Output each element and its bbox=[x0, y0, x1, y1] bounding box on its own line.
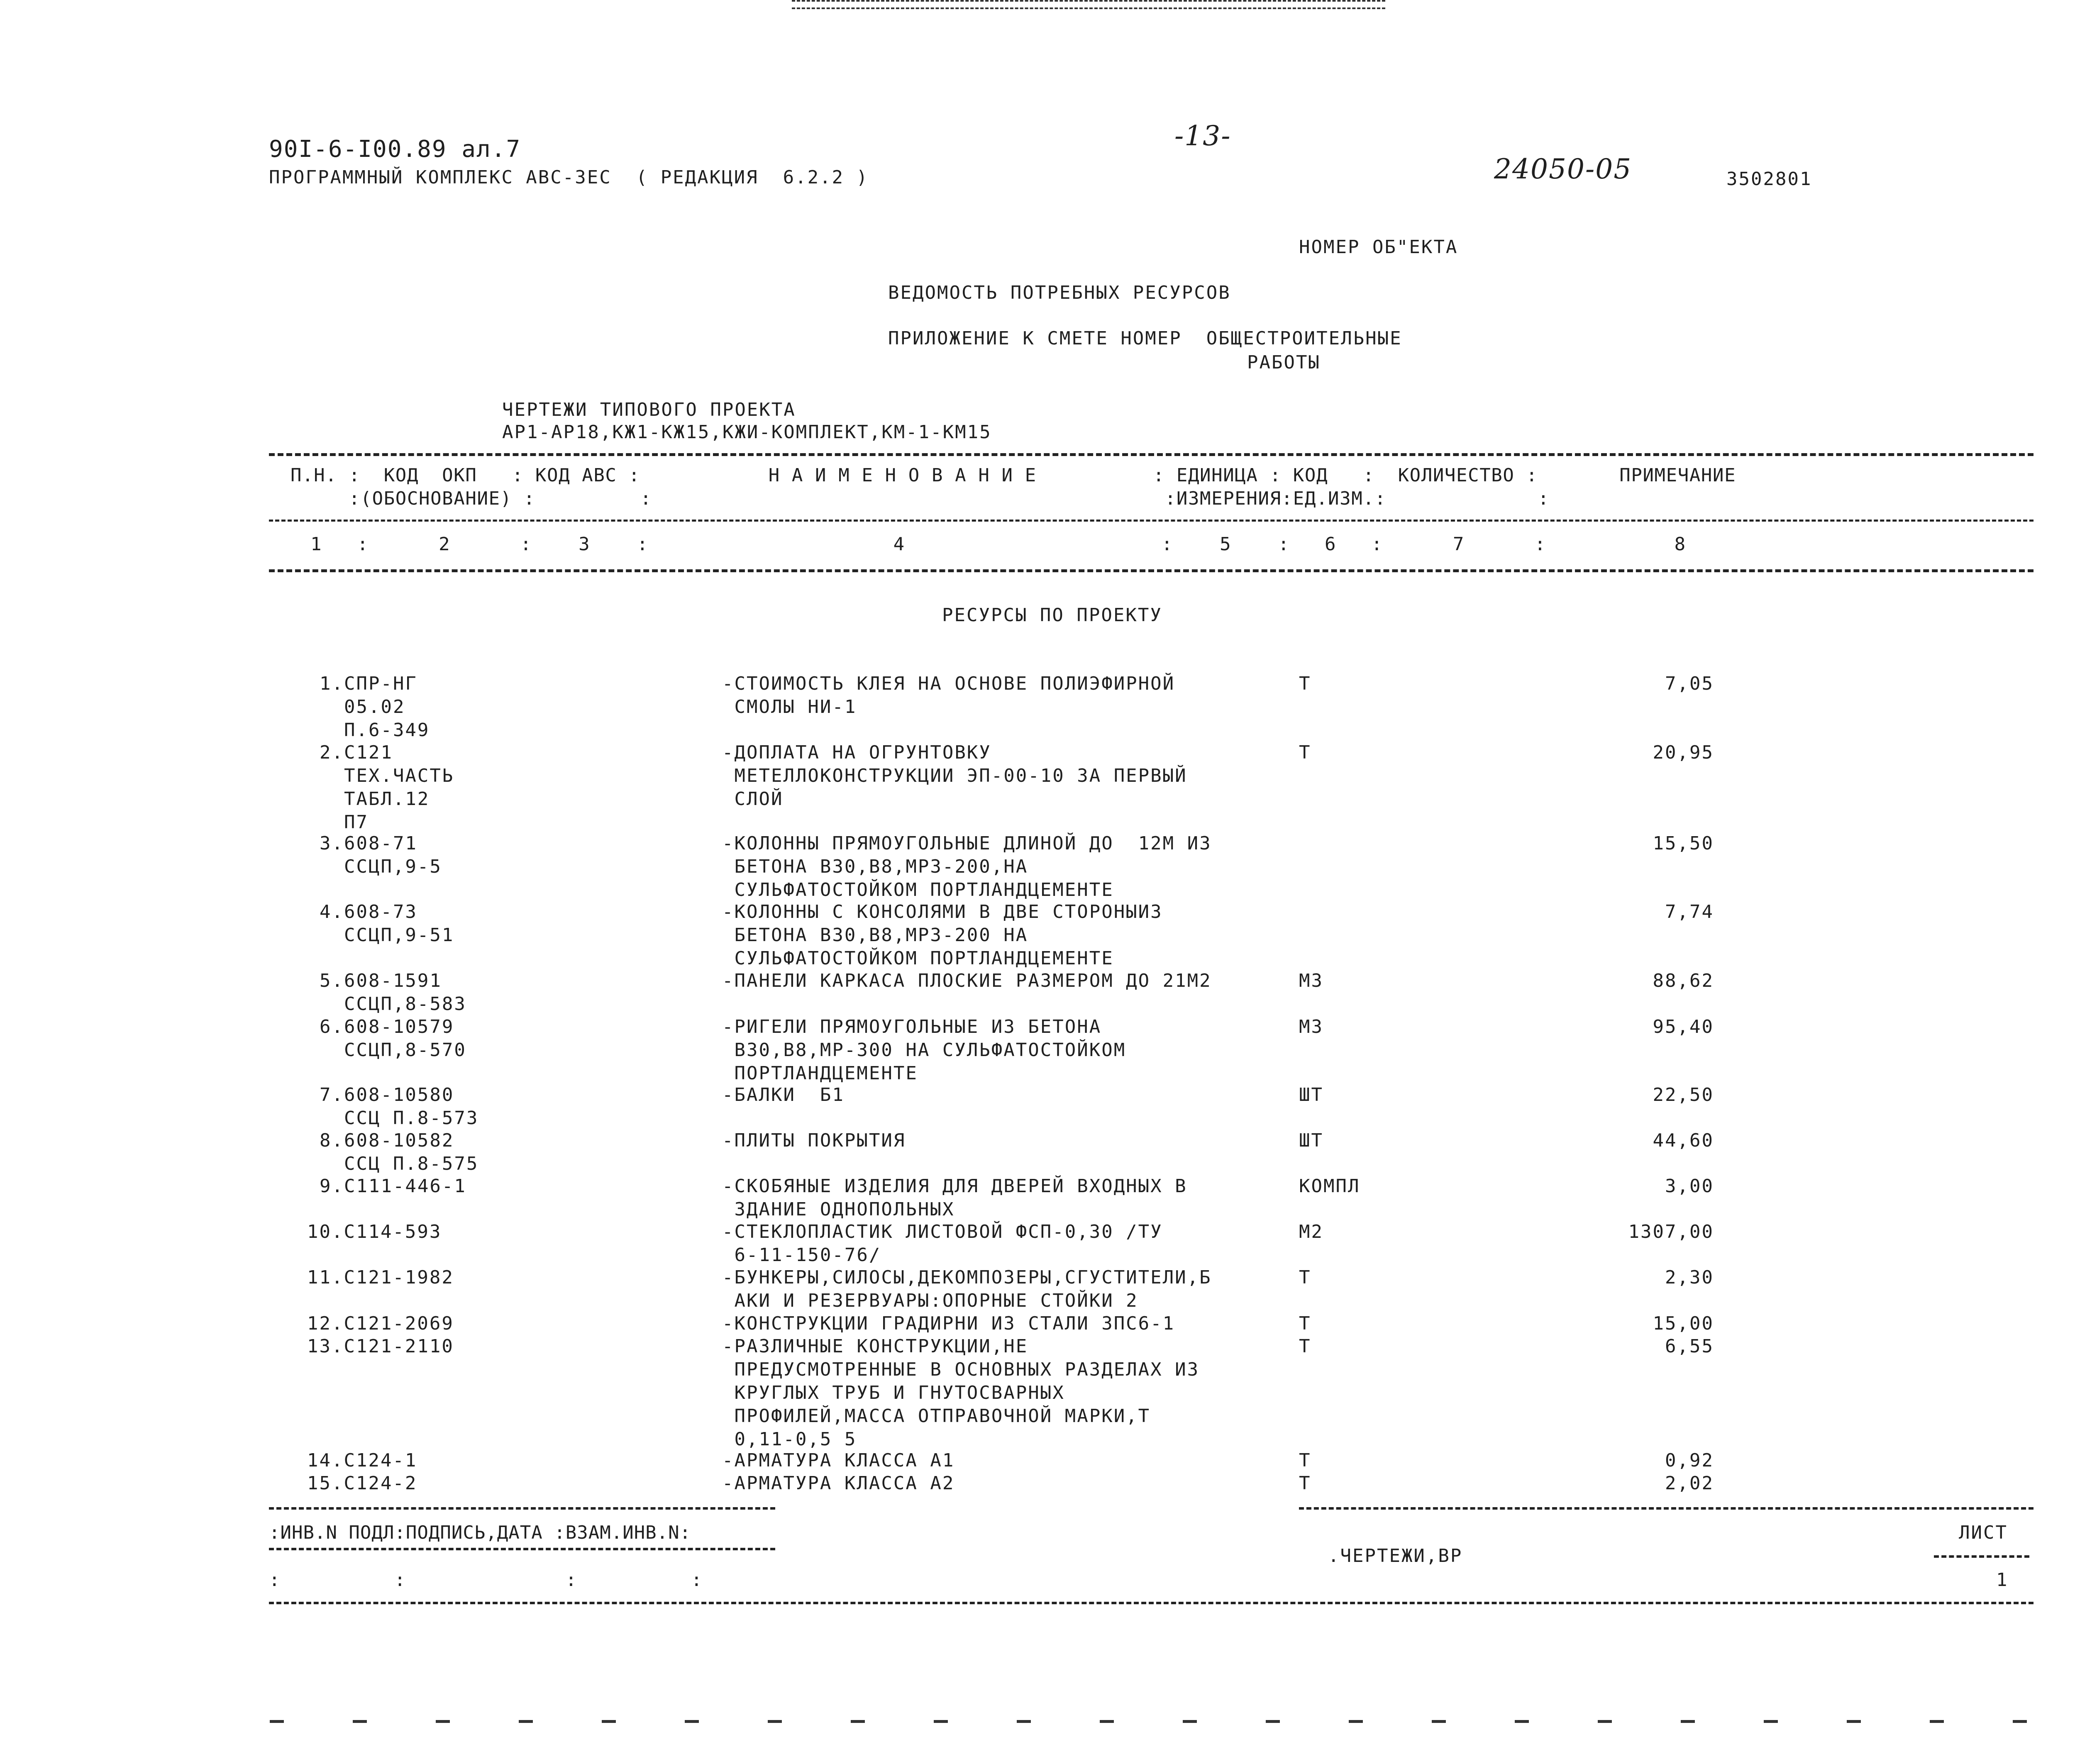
sheet-divider bbox=[1934, 1555, 2029, 1558]
row-unit: Т bbox=[1299, 1336, 1311, 1357]
row-quantity: 2,30 bbox=[1665, 1267, 1714, 1288]
row-code: 15.С124-2 bbox=[307, 1473, 417, 1494]
perforation-mark bbox=[1515, 1720, 1529, 1723]
row-name: -СТОИМОСТЬ КЛЕЯ НА ОСНОВЕ ПОЛИЭФИРНОЙ СМОЛЫ НИ-1 bbox=[722, 673, 1175, 717]
perforation-mark bbox=[2013, 1720, 2027, 1723]
stamp-bottom-rule bbox=[269, 1602, 2034, 1604]
perforation-mark bbox=[1349, 1720, 1363, 1723]
perforation-mark bbox=[685, 1720, 699, 1723]
section-title: РЕСУРСЫ ПО ПРОЕКТУ bbox=[942, 605, 1162, 626]
drawings-title: ЧЕРТЕЖИ ТИПОВОГО ПРОЕКТА bbox=[502, 399, 796, 420]
row-unit: Т bbox=[1299, 1473, 1311, 1494]
perforation-mark bbox=[1930, 1720, 1944, 1723]
row-quantity: 1307,00 bbox=[1628, 1221, 1714, 1242]
row-unit: М2 bbox=[1299, 1221, 1323, 1242]
row-unit: КОМПЛ bbox=[1299, 1176, 1360, 1197]
row-name: -БУНКЕРЫ,СИЛОСЫ,ДЕКОМПОЗЕРЫ,СГУСТИТЕЛИ,Б АКИ И РЕЗЕРВУАРЫ:ОПОРНЫЕ СТОЙКИ 2 bbox=[722, 1267, 1212, 1311]
row-code: 1.СПР-НГ 05.02 П.6-349 bbox=[320, 673, 430, 741]
row-quantity: 44,60 bbox=[1653, 1130, 1714, 1151]
row-name: -РИГЕЛИ ПРЯМОУГОЛЬНЫЕ ИЗ БЕТОНА В30,В8,МР-300 НА СУЛЬФАТОСТОЙКОМ ПОРТЛАНДЦЕМЕНТЕ bbox=[722, 1016, 1126, 1084]
row-code: 11.С121-1982 bbox=[307, 1267, 454, 1288]
stamp-cells: : : : : bbox=[269, 1569, 703, 1591]
row-code: 4.608-73 ССЦП,9-51 bbox=[320, 901, 454, 946]
row-code: 5.608-1591 ССЦП,8-583 bbox=[320, 970, 466, 1015]
perforation-mark bbox=[436, 1720, 450, 1723]
row-code: 12.С121-2069 bbox=[307, 1313, 454, 1334]
row-name: -БАЛКИ Б1 bbox=[722, 1084, 845, 1105]
row-unit: Т bbox=[1299, 742, 1311, 763]
row-code: 2.С121 ТЕХ.ЧАСТЬ ТАБЛ.12 П7 bbox=[320, 742, 454, 833]
perforation-mark bbox=[1017, 1720, 1031, 1723]
document-code: 90I-6-I00.89 ал.7 bbox=[269, 136, 521, 163]
section-title-underline bbox=[792, 0, 1385, 9]
row-code: 6.608-10579 ССЦП,8-570 bbox=[320, 1016, 466, 1061]
perforation-mark bbox=[1764, 1720, 1778, 1723]
stamp-top-rule-right bbox=[1299, 1507, 2034, 1510]
row-name: -КОЛОННЫ ПРЯМОУГОЛЬНЫЕ ДЛИНОЙ ДО 12М ИЗ БЕТОНА В30,В8,МРЗ-200,НА СУЛЬФАТОСТОЙКОМ ПОРТЛАНДЦЕМЕНТЕ bbox=[722, 833, 1212, 900]
handwritten-inventory-number: 24050-05 bbox=[1494, 153, 1632, 185]
row-unit: Т bbox=[1299, 1267, 1311, 1288]
perforation-mark bbox=[1183, 1720, 1197, 1723]
row-unit: М3 bbox=[1299, 970, 1323, 991]
table-top-rule bbox=[269, 453, 2034, 456]
perforation-mark bbox=[353, 1720, 367, 1723]
appendix-line-1: ПРИЛОЖЕНИЕ К СМЕТЕ НОМЕР ОБЩЕСТРОИТЕЛЬНЫЕ bbox=[888, 328, 1402, 349]
row-quantity: 95,40 bbox=[1653, 1016, 1714, 1037]
perforation-mark bbox=[270, 1720, 284, 1723]
row-quantity: 3,00 bbox=[1665, 1176, 1714, 1197]
table-header-bottom-rule bbox=[269, 569, 2034, 572]
row-quantity: 15,50 bbox=[1653, 833, 1714, 854]
document-number: 3502801 bbox=[1726, 168, 1812, 190]
row-code: 3.608-71 ССЦП,9-5 bbox=[320, 833, 442, 877]
perforation-mark bbox=[1598, 1720, 1612, 1723]
stamp-mid-rule bbox=[269, 1548, 775, 1550]
stamp-header: :ИНВ.N ПОДЛ:ПОДПИСЬ,ДАТА :ВЗАМ.ИНВ.N: bbox=[269, 1522, 691, 1543]
row-code: 7.608-10580 ССЦ П.8-573 bbox=[320, 1084, 479, 1129]
perforation-mark bbox=[519, 1720, 533, 1723]
row-name: -КОНСТРУКЦИИ ГРАДИРНИ ИЗ СТАЛИ 3ПС6-1 bbox=[722, 1313, 1175, 1334]
row-name: -СТЕКЛОПЛАСТИК ЛИСТОВОЙ ФСП-0,30 /ТУ 6-11-150-76/ bbox=[722, 1221, 1163, 1266]
row-name: -АРМАТУРА КЛАССА А1 bbox=[722, 1450, 955, 1471]
appendix-line-2: РАБОТЫ bbox=[1247, 352, 1321, 373]
perforation-mark bbox=[1847, 1720, 1861, 1723]
row-code: 10.С114-593 bbox=[307, 1221, 442, 1242]
row-code: 14.С124-1 bbox=[307, 1450, 417, 1471]
statement-title: ВЕДОМОСТЬ ПОТРЕБНЫХ РЕСУРСОВ bbox=[888, 282, 1231, 303]
row-quantity: 22,50 bbox=[1653, 1084, 1714, 1105]
row-quantity: 2,02 bbox=[1665, 1473, 1714, 1494]
row-unit: Т bbox=[1299, 673, 1311, 694]
sheet-label: ЛИСТ bbox=[1959, 1522, 2008, 1543]
perforation-mark bbox=[768, 1720, 782, 1723]
row-unit: М3 bbox=[1299, 1016, 1323, 1037]
table-header-rule bbox=[269, 520, 2034, 522]
stamp-top-rule-left bbox=[269, 1507, 775, 1510]
drawing-label: .ЧЕРТЕЖИ,ВР bbox=[1328, 1545, 1463, 1566]
row-quantity: 7,74 bbox=[1665, 901, 1714, 922]
row-code: 9.С111-446-1 bbox=[320, 1176, 466, 1197]
perforation-mark bbox=[1100, 1720, 1114, 1723]
row-name: -АРМАТУРА КЛАССА А2 bbox=[722, 1473, 955, 1494]
row-unit: Т bbox=[1299, 1450, 1311, 1471]
row-unit: Т bbox=[1299, 1313, 1311, 1334]
object-number-label: НОМЕР ОБ"ЕКТА bbox=[1299, 237, 1458, 258]
sheet-number: 1 bbox=[1996, 1569, 2009, 1591]
row-unit: ШТ bbox=[1299, 1084, 1323, 1105]
program-title: ПРОГРАММНЫЙ КОМПЛЕКС АВС-3ЕС ( РЕДАКЦИЯ 6.2.2 ) bbox=[269, 167, 869, 188]
row-name: -СКОБЯНЫЕ ИЗДЕЛИЯ ДЛЯ ДВЕРЕЙ ВХОДНЫХ В ЗДАНИЕ ОДНОПОЛЬНЫХ bbox=[722, 1176, 1187, 1220]
row-quantity: 15,00 bbox=[1653, 1313, 1714, 1334]
table-header-row-2: :(ОБОСНОВАНИЕ) : : :ИЗМЕРЕНИЯ:ЕД.ИЗМ.: : bbox=[290, 488, 1550, 509]
row-quantity: 7,05 bbox=[1665, 673, 1714, 694]
column-numbers-row: 1 : 2 : 3 : 4 : 5 : 6 : 7 : 8 bbox=[299, 534, 1686, 555]
row-code: 8.608-10582 ССЦ П.8-575 bbox=[320, 1130, 479, 1174]
perforation-mark bbox=[934, 1720, 948, 1723]
row-quantity: 6,55 bbox=[1665, 1336, 1714, 1357]
row-quantity: 0,92 bbox=[1665, 1450, 1714, 1471]
perforation-mark bbox=[1266, 1720, 1280, 1723]
page-mark: -13- bbox=[1174, 120, 1231, 152]
perforation-mark bbox=[1432, 1720, 1446, 1723]
row-code: 13.С121-2110 bbox=[307, 1336, 454, 1357]
row-name: -ДОПЛАТА НА ОГРУНТОВКУ МЕТЕЛЛОКОНСТРУКЦИИ ЭП-00-10 ЗА ПЕРВЫЙ СЛОЙ bbox=[722, 742, 1187, 810]
row-quantity: 88,62 bbox=[1653, 970, 1714, 991]
row-unit: ШТ bbox=[1299, 1130, 1323, 1151]
perforation-mark bbox=[602, 1720, 616, 1723]
perforation-mark bbox=[1681, 1720, 1695, 1723]
drawings-list: АР1-АР18,КЖ1-КЖ15,КЖИ-КОМПЛЕКТ,КМ-1-КМ15 bbox=[502, 422, 992, 443]
perforation-mark bbox=[851, 1720, 865, 1723]
row-name: -КОЛОННЫ С КОНСОЛЯМИ В ДВЕ СТОРОНЫИЗ БЕТОНА В30,В8,МРЗ-200 НА СУЛЬФАТОСТОЙКОМ ПОРТЛАНДЦЕМЕНТЕ bbox=[722, 901, 1163, 969]
row-name: -ПЛИТЫ ПОКРЫТИЯ bbox=[722, 1130, 906, 1151]
row-name: -ПАНЕЛИ КАРКАСА ПЛОСКИЕ РАЗМЕРОМ ДО 21М2 bbox=[722, 970, 1212, 991]
row-name: -РАЗЛИЧНЫЕ КОНСТРУКЦИИ,НЕ ПРЕДУСМОТРЕННЫЕ В ОСНОВНЫХ РАЗДЕЛАХ ИЗ КРУГЛЫХ ТРУБ И ГНУТОСВАРНЫХ ПРОФИЛЕЙ,МАССА ОТПРАВОЧНОЙ МАРКИ,Т 0,11-0,5 5 bbox=[722, 1336, 1200, 1450]
table-header-row-1: П.Н. : КОД ОКП : КОД АВС : Н А И М Е Н О В А Н И Е : ЕДИНИЦА : КОД : КОЛИЧЕСТВО : ПРИМЕЧАНИЕ bbox=[290, 465, 1736, 486]
row-quantity: 20,95 bbox=[1653, 742, 1714, 763]
